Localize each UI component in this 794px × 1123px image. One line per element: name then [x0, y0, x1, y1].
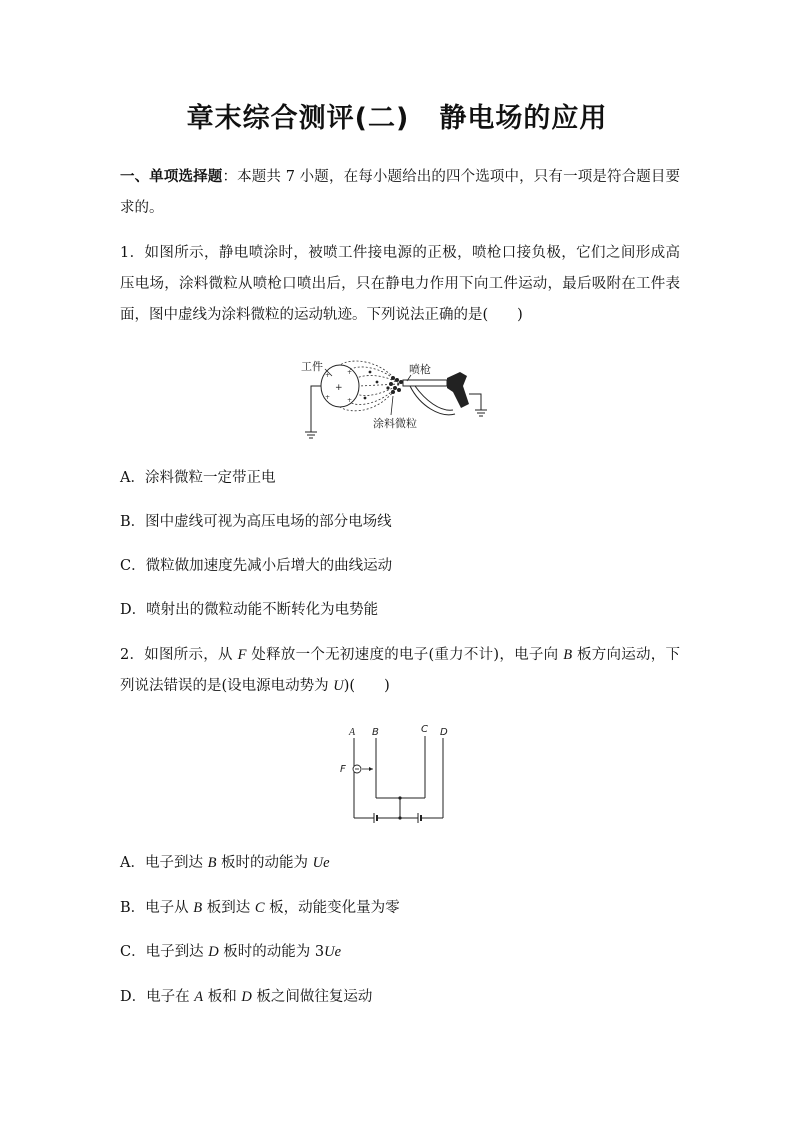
opt-text: 板，动能变化量为零 [264, 900, 400, 916]
svg-text:+: + [347, 397, 353, 404]
q1-option-b[interactable]: B．图中虚线可视为高压电场的部分电场线 [120, 514, 392, 530]
opt-text: 板到达 [202, 900, 255, 916]
svg-text:+: + [347, 369, 353, 376]
q2-var-f: F [237, 647, 247, 663]
label-particles: 涂料微粒 [373, 417, 417, 430]
q2-stem-part: 板方向运动，下列说法错误的是(设电源电动势为 [120, 647, 681, 694]
opt-var: Ue [312, 855, 330, 871]
label-plate-a: A [349, 727, 356, 738]
q1-option-d[interactable]: D．喷射出的微粒动能不断转化为电势能 [120, 602, 379, 618]
ground-symbol-right [475, 410, 487, 416]
section-instructions: ：本题共 7 小题，在每小题给出的四个选项中，只有一项是符合题目要求的。 [120, 169, 680, 216]
q2-option-d[interactable] [120, 985, 372, 1009]
opt-var: Ue [324, 944, 342, 960]
opt-text: 板时的动能为 3 [218, 944, 325, 960]
opt-var: D [208, 944, 219, 960]
question-1-stem: 1．如图所示，静电喷涂时，被喷工件接电源的正极，喷枪口接负极，它们之间形成高压电场，涂料微粒从喷枪口喷出后，只在静电力作用下向工件运动，最后吸附在工件表面，图中虚线为涂料微粒的运动轨迹。下列说法正确的是( ) [120, 245, 680, 323]
q2-option-a[interactable] [120, 851, 330, 875]
question-2-stem [120, 640, 680, 702]
gun-ground-wire [469, 394, 481, 410]
svg-text:+: + [325, 372, 331, 379]
opt-text: C．电子到达 [120, 944, 209, 960]
label-gun: 喷枪 [409, 363, 431, 376]
q2-var-b: B [563, 647, 573, 663]
spray-gun [403, 372, 469, 415]
label-workpiece: 工件 [301, 360, 323, 373]
q2-var-u: U [333, 678, 344, 694]
page-title [0, 96, 794, 135]
section-label: 一、单项选择题 [120, 169, 223, 185]
q1-option-c[interactable]: C．微粒做加速度先减小后增大的曲线运动 [120, 558, 393, 574]
opt-text: D．电子在 [120, 989, 195, 1005]
battery-left [374, 813, 377, 823]
opt-text: A．电子到达 [120, 855, 208, 871]
opt-var: B [207, 855, 217, 871]
label-plate-b: B [372, 727, 379, 738]
q2-figure [340, 718, 455, 828]
workpiece-plus: + [335, 383, 343, 393]
opt-text: 板和 [203, 989, 242, 1005]
label-plate-d: D [440, 727, 448, 738]
workpiece-ground-wire [311, 386, 321, 432]
q2-option-c[interactable] [120, 940, 341, 964]
q2-stem-part: 2．如图所示，从 [120, 647, 238, 663]
opt-text: B．电子从 [120, 900, 194, 916]
q2-option-b[interactable] [120, 896, 400, 920]
title-main: 章末综合测评(二) [186, 103, 410, 134]
q2-stem-part: 处释放一个无初速度的电子(重力不计)，电子向 [246, 647, 564, 663]
opt-var: C [254, 900, 265, 916]
section-header [120, 162, 680, 224]
battery-right [418, 813, 421, 823]
opt-var: B [193, 900, 203, 916]
q1-figure [295, 352, 495, 444]
opt-var: D [241, 989, 252, 1005]
ground-symbol-left [305, 432, 317, 438]
q1-option-a[interactable]: A．涂料微粒一定带正电 [120, 470, 276, 486]
opt-text: 板之间做往复运动 [251, 989, 373, 1005]
svg-text:+: + [325, 394, 331, 401]
q2-stem-part: )( ) [343, 678, 390, 694]
label-plate-c: C [421, 724, 428, 735]
label-point-f: F [340, 764, 346, 775]
title-topic: 静电场的应用 [439, 103, 608, 134]
opt-var: A [194, 989, 204, 1005]
particle-dots [364, 371, 403, 400]
opt-text: 板时的动能为 [216, 855, 313, 871]
